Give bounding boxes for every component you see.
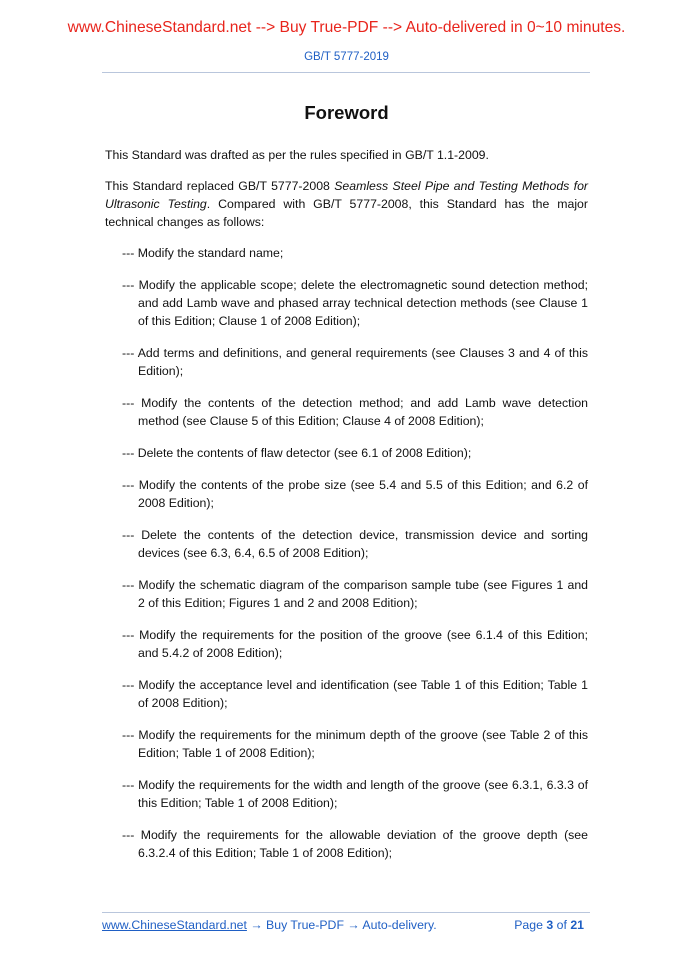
promo-banner[interactable]: www.ChineseStandard.net --> Buy True-PDF --> Auto-delivered in 0~10 minutes.: [67, 19, 626, 36]
paragraph-replacement: [105, 177, 588, 231]
change-item: --- Modify the requirements for the width and length of the groove (see 6.3.1, 6.3.3 of this Edition; Table 1 of 2008 Edition);: [122, 778, 588, 810]
footer-link[interactable]: www.ChineseStandard.net: [102, 918, 247, 932]
change-item: --- Modify the standard name;: [122, 246, 284, 260]
page-total: 21: [570, 918, 584, 932]
page-of: of: [553, 918, 571, 932]
header-divider: [102, 72, 590, 73]
footer-tail-text: → Buy True-PDF → Auto-delivery.: [246, 918, 437, 932]
change-item: --- Delete the contents of the detection device, transmission device and sorting devices (see 6.3, 6.4, 6.5 of 2008 Edition);: [122, 528, 588, 560]
technical-changes-list: [105, 244, 588, 862]
change-item: --- Modify the requirements for the allowable deviation of the groove depth (see 6.3.2.4 of this Edition; Table 1 of 2008 Edition);: [122, 828, 588, 860]
standard-number-header: GB/T 5777-2019: [304, 51, 389, 63]
page-label: Page: [514, 918, 547, 932]
change-item: --- Modify the requirements for the minimum depth of the groove (see Table 2 of this Edition; Table 1 of 2008 Edition);: [122, 728, 588, 760]
foreword-body: [105, 146, 588, 876]
change-item: --- Modify the applicable scope; delete the electromagnetic sound detection method; and add Lamb wave and phased array technical detection methods (see Clause 1 of this Edition; Clause 1 of 2008 Edition);: [122, 278, 588, 328]
change-item: --- Modify the contents of the probe size (see 5.4 and 5.5 of this Edition; and 6.2 of 2008 Edition);: [122, 478, 588, 510]
replaced-standard-title: Seamless Steel Pipe and Testing Methods for Ultrasonic Testing: [105, 179, 588, 211]
change-item: --- Delete the contents of flaw detector (see 6.1 of 2008 Edition);: [122, 446, 472, 460]
change-item: --- Modify the requirements for the position of the groove (see 6.1.4 of this Edition; and 5.4.2 of 2008 Edition);: [122, 628, 588, 660]
paragraph-drafting-rules: This Standard was drafted as per the rules specified in GB/T 1.1-2009.: [105, 148, 489, 162]
replacement-text-b: . Compared with GB/T 5777-2008, this Standard has the major technical changes as follows:: [105, 197, 588, 229]
change-item: --- Modify the schematic diagram of the comparison sample tube (see Figures 1 and 2 of this Edition; Figures 1 and 2 and 2008 Edition);: [122, 578, 588, 610]
page-current: 3: [546, 918, 554, 932]
change-item: --- Modify the contents of the detection method; and add Lamb wave detection method (see Clause 5 of this Edition; Clause 4 of 2008 Edition);: [122, 396, 588, 428]
page-footer: [102, 912, 590, 932]
page-indicator: [514, 918, 584, 932]
replacement-text-a: This Standard replaced GB/T 5777-2008: [105, 179, 335, 193]
change-item: --- Add terms and definitions, and general requirements (see Clauses 3 and 4 of this Edition);: [122, 346, 588, 378]
page-title: Foreword: [304, 102, 389, 123]
change-item: --- Modify the acceptance level and identification (see Table 1 of this Edition; Table 1 of 2008 Edition);: [122, 678, 588, 710]
